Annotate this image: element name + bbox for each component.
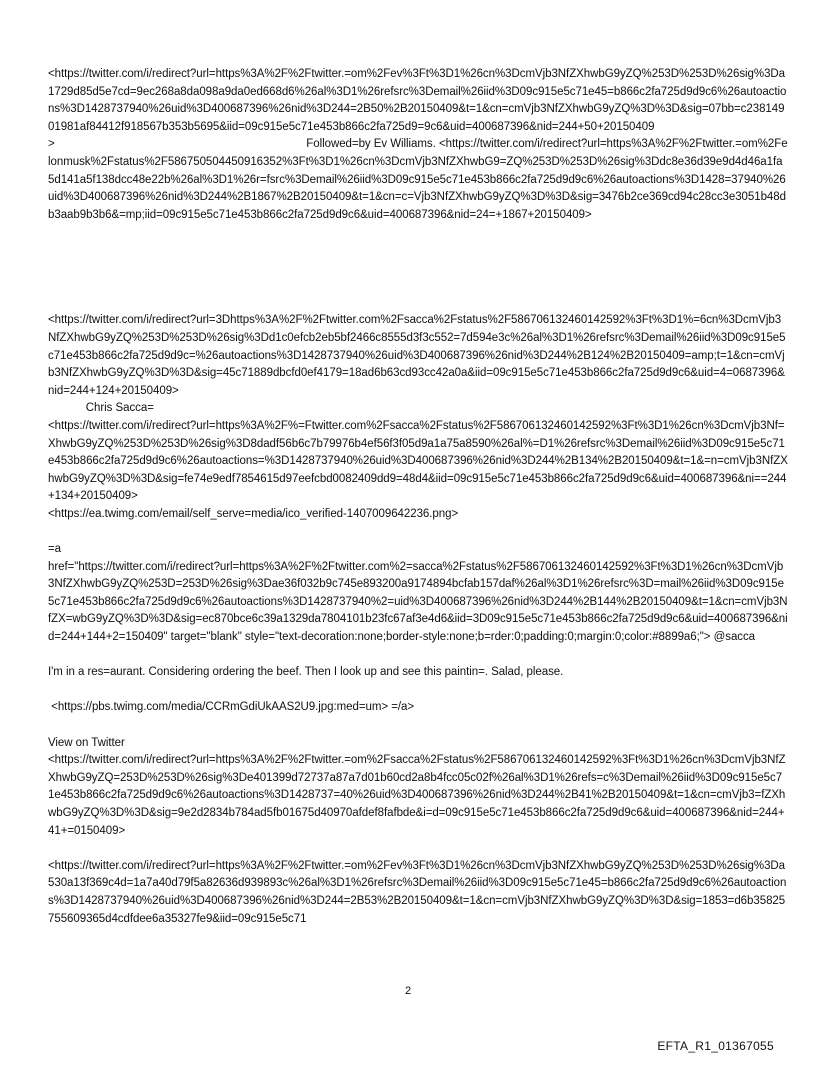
text-block-ev-redirect-2: <https://twitter.com/i/redirect?url=https%3A%2F%2Ftwitter.=om%2Fev%3Ft%3D1%26cn%3DcmVjb3NfZXhwbG9yZQ%253D%253D%26sig%3Da530a13f369c4d=1a7a40d79f5a82636d939893c%26al%3D1%26refsrc%3Demail%26iid%3D09c915e5c71e45=b866c2fa725d9d9c6%26autoactions%3D1428737940%26uid%3D400687396%26nid%3D244=2B53%2B20150409&t=1&cn=cmVjb3NfZXhwbG9yZQ%3D%3D&sig=1853=d6b35825755609365d4cdfdee6a35327fe9&iid=09c915e5c71	[48, 859, 787, 925]
bates-number: EFTA_R1_01367055	[657, 1039, 774, 1053]
spacer	[48, 224, 788, 312]
redirect-url-text: <https://twitter.com/i/redirect?url=https%3A%2F%=Ftwitter.com%2Fsacca%2Fstatus%2F586706132460142592%3Ft%3D1%26cn%3DcmVjb3Nf=XhwbG9yZQ%253D%253D%26sig%3D8dadf56b6c7b79976b4ef56f3f05d9a1a75a8590%26al%=D1%26refsrc%3Demail%26iid%3D09c915e5c71e453b866c2fa725d9d9c6%26autoactions=%3D1428737940%26uid%3D400687396%26nid%3D244%2B134%2B20150409&t=1&=n=cmVjb3NfZXhwbG9yZQ%3D%3D&sig=fe74e9edf7854615d97eefcbd0082409dd9=48d4&iid=09c915e5c71e453b866c2fa725d9d9c6&uid=400687396&ni==244+134+20150409>	[48, 419, 788, 503]
redirect-url-text: <https://twitter.com/i/redirect?url=https%3A%2F%2Ftwitter.=om%2Fev%3Ft%3D1%26cn%3DcmVjb3NfZXhwbG9yZQ%253D%253D%26sig%3Da1729d85d5e7cd=9ec268a8da098a9da0ed668d6%26al%3D1%26refsrc%3Demail%26iid%3D09c915e5c71e45=b866c2fa725d9d9c6%26autoactions%3D1428737940%26uid%3D400687396%26nid%3D244=2B50%2B20150409&t=1&cn=cmVjb3NfZXhwbG9yZQ%3D%3D&sig=07bb=c23814901981af84412f918567b353b5695&iid=09c915e5c71e453b866c2fa725d9=9c6&uid=400687396&nid=244+50+20150409>	[48, 68, 787, 151]
text-block-ev-redirect	[48, 66, 788, 224]
redirect-url-text: <https://twitter.com/i/redirect?url=https%3A%2F%2Ftwitter.=om%2Felonmusk%2Fstatus%2F586750504450916352%3Ft%3D1%26cn%3DcmVjb3NfZXhwbG9=ZQ%253D%253D%26sig%3Ddc8e36d39e9d4d46a1fa5d141a5f138dcc48e22b%26al%3D1%26r=fsrc%3Demail%26iid%3D09c915e5c71e453b866c2fa725d9d9c6%26autoactions%3D1428=37940%26uid%3D400687396%26nid%3D244%2B1867%2B20150409&t=1&cn=c=Vjb3NfZXhwbG9yZQ%3D%3D&sig=3476b2ce369cd94c28cc3e3051b48db3aab9b3b6&=mp;iid=09c915e5c71e453b866c2fa725d9d9c6&uid=400687396&nid=24=+1867+20150409>	[48, 138, 788, 221]
tweet-text: I'm in a res=aurant. Considering ordering the beef. Then I look up and see this paintin=. Salad, please.	[48, 666, 564, 679]
spacer	[48, 682, 788, 700]
spacer	[48, 717, 788, 735]
view-on-twitter-label: View on Twitter	[48, 736, 125, 749]
text-block-sacca-redirect	[48, 312, 788, 523]
followed-by-text: Followed=by Ev Williams.	[306, 138, 436, 151]
media-url-text: <https://pbs.twimg.com/media/CCRmGdiUkAAS2U9.jpg:med=um> =/a>	[48, 701, 415, 714]
spacer	[48, 647, 788, 665]
redirect-url-text: <https://twitter.com/i/redirect?url=3Dhttps%3A%2F%2Ftwitter.com%2Fsacca%2Fstatus%2F586706132460142592%3Ft%3D1%=6cn%3DcmVjb3NfZXhwbG9yZQ%253D%253D%26sig%3Dd1c0efcb2eb5bf2466c8555d3f3c552=7d594e3c%26al%3D1%26refsrc%3Demail%26iid%3D09c915e5c71e453b866c2fa725d9d9c=%26autoactions%3D1428737940%26uid%3D400687396%26nid%3D244%2B124%2B20150409=amp;t=1&cn=cmVjb3NfZXhwbG9yZQ%3D%3D&sig=45c71889dbcfd0ef4179=18ad6b63cd93cc42a0a&iid=09c915e5c71e453b866c2fa725d9d9c6&uid=4=0687396&nid=244+124+20150409>	[48, 314, 786, 397]
anchor-start-text: =a	[48, 543, 62, 556]
spacer	[48, 840, 788, 858]
document-body	[48, 66, 788, 928]
redirect-url-text: <https://twitter.com/i/redirect?url=https%3A%2F%2Ftwitter.=om%2Fsacca%2Fstatus%2F586706132460142592%3Ft%3D1%26cn%3DcmVjb3NfZXhwbG9yZQ=253D%253D%26sig%3De401399d72737a87a7d01b60cd2a8b4fcc05c02f%26al%3D1%26refs=c%3Demail%26iid%3D09c915e5c71e453b866c2fa725d9d9c6%26autoactions%3D1428737=40%26uid%3D400687396%26nid%3D244%2B41%2B20150409&t=1&cn=cmVjb3=fZXhwbG9yZQ%3D%3D&sig=9e2d2834b784ad5fb01675d40970afdef8fafbde&i=d=09c915e5c71e453b866c2fa725d9d9c6&uid=400687396&nid=244+41+=0150409>	[48, 754, 786, 837]
page-number: 2	[404, 985, 412, 997]
text-block-anchor-html	[48, 541, 788, 647]
spacer	[48, 523, 788, 541]
author-name-text: Chris Sacca=	[85, 402, 154, 415]
text-block-view-on-twitter	[48, 735, 788, 841]
image-url-text: <https://ea.twimg.com/email/self_serve=media/ico_verified-1407009642236.png>	[48, 507, 459, 520]
anchor-href-text: href="https://twitter.com/i/redirect?url=https%3A%2F%2Ftwitter.com%2=sacca%2Fstatus%2F586706132460142592%3Ft%3D1%26cn%3DcmVjb3NfZXhwbG9yZQ%253D=253D%26sig%3Dae36f032b9c745e893200a9174894bcfab157daf%26al%3D1%26refsrc%3D=mail%26iid%3D09c915e5c71e453b866c2fa725d9d9c6%26autoactions%3D1428737940%2=uid%3D400687396%26nid%3D244%2B144%2B20150409&t=1&cn=cmVjb3NfZX=wbG9yZQ%3D%3D&sig=ec870bce6c39a1329da7804101b23fc67af3e4d6&iid=3D09c915e5c71e453b866c2fa725d9d9c6&uid=400687396&nid=244+144+2=150409" target="blank" style="text-decoration:none;border-style:none;b=rder:0;padding:0;margin:0;color:#8899a6;"> @sacca	[48, 560, 788, 644]
